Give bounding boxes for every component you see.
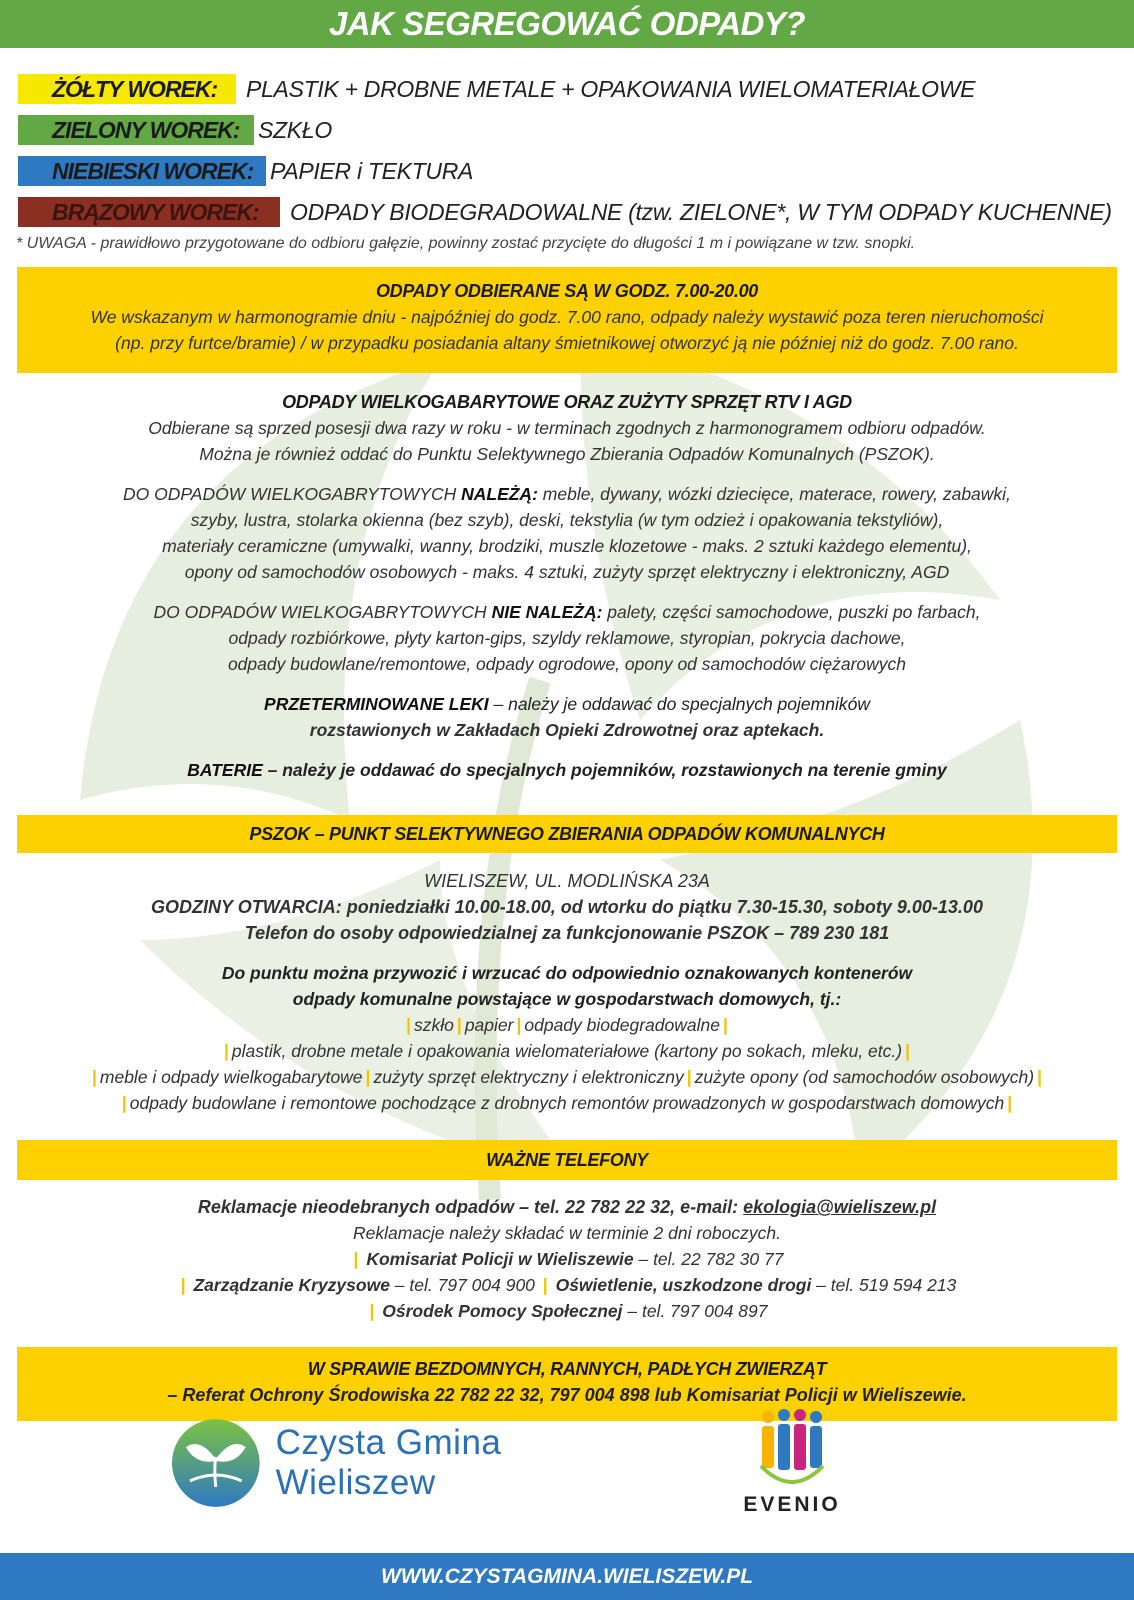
pickup-hours-line-2: (np. przy furtce/bramie) / w przypadku posiadania altany śmietnikowej otworzyć ją nie później niż do godz. 7.00 rano. — [115, 333, 1019, 353]
pszok-item-separator: | — [121, 1093, 127, 1113]
phones-section — [17, 1194, 1117, 1324]
batteries-line-1: – należy je oddawać do specjalnych pojemników, rozstawionych na terenie gminy — [262, 760, 947, 780]
bag-text-brown: ODPADY BIODEGRADOWALNE (tzw. ZIELONE*, W TYM ODPADY KUCHENNE) — [290, 198, 1112, 225]
bag-label-yellow: ŻÓŁTY WOREK: — [18, 74, 236, 104]
bag-row-green — [18, 115, 332, 145]
pszok-item: papier — [464, 1015, 514, 1035]
pszok-title: PSZOK – PUNKT SELEKTYWNEGO ZBIERANIA ODPADÓW KOMUNALNYCH — [249, 823, 885, 844]
bulky-notbelong-block — [17, 599, 1117, 677]
pszok-item-separator: | — [686, 1067, 692, 1087]
pszok-item-separator: | — [1007, 1093, 1013, 1113]
police-tel: – tel. 22 782 30 77 — [633, 1249, 784, 1269]
pszok-item: szkło — [414, 1015, 454, 1035]
pszok-item: zużyte opony (od samochodów osobowych) — [694, 1067, 1035, 1087]
pszok-item-separator: | — [365, 1067, 371, 1087]
pickup-hours-line-1: We wskazanym w harmonogramie dniu - najpóźniej do godz. 7.00 rano, odpady należy wystawić poza teren nieruchomości — [90, 307, 1044, 327]
page-header — [0, 0, 1134, 48]
pszok-items-line-2 — [17, 1038, 1117, 1064]
pszok-items-line-4 — [17, 1090, 1117, 1116]
phones-separator: | — [180, 1275, 186, 1295]
footer-bar — [0, 1553, 1134, 1600]
bulky-belong-block — [17, 481, 1117, 585]
pszok-item: odpady budowlane i remontowe pochodzące z drobnych remontów prowadzonych w gospodarstwach domowych — [129, 1093, 1005, 1113]
pszok-item-separator: | — [406, 1015, 412, 1035]
czysta-gmina-logo — [170, 1413, 670, 1513]
animals-box — [17, 1347, 1117, 1421]
light-name: Oświetlenie, uszkodzone drogi — [555, 1275, 812, 1295]
footer-url-link[interactable]: WWW.CZYSTAGMINA.WIELISZEW.PL — [380, 1564, 754, 1588]
pszok-item-separator: | — [1037, 1067, 1043, 1087]
crisis-name: Zarządzanie Kryzysowe — [193, 1275, 390, 1295]
pszok-address: WIELISZEW, UL. MODLIŃSKA 23A — [424, 871, 710, 891]
bulky-belong-line-2: szyby, lustra, stolarka okienna (bez szyb), deski, tekstylia (w tym odzież i opakowania tekstyliów), — [190, 510, 944, 530]
animals-title: W SPRAWIE BEZDOMNYCH, RANNYCH, PADŁYCH ZWIERZĄT — [307, 1359, 827, 1379]
light-tel: – tel. 519 594 213 — [811, 1275, 957, 1295]
social-tel: – tel. 797 004 897 — [622, 1301, 768, 1321]
pszok-item-separator: | — [516, 1015, 522, 1035]
pszok-item: zużyty sprzęt elektryczny i elektroniczny — [373, 1067, 684, 1087]
pszok-items-line-1 — [17, 1012, 1117, 1038]
pszok-phone: Telefon do osoby odpowiedzialnej za funkcjonowanie PSZOK – 789 230 181 — [244, 923, 890, 943]
bag-label-green: ZIELONY WOREK: — [18, 115, 254, 145]
phones-separator: | — [369, 1301, 375, 1321]
medicines-line-2: rozstawionych w Zakładach Opieki Zdrowotnej oraz aptekach. — [309, 720, 825, 740]
phones-separator: | — [353, 1249, 359, 1269]
leaf-logo-icon — [170, 1417, 262, 1509]
bag-label-blue: NIEBIESKI WOREK: — [18, 156, 266, 186]
bag-label-brown: BRĄZOWY WOREK: — [18, 197, 280, 227]
pszok-item-separator: | — [905, 1041, 910, 1061]
batteries-strong: BATERIE — [187, 760, 263, 780]
pszok-section — [17, 868, 1117, 1116]
pszok-items-line-3 — [17, 1064, 1117, 1090]
evenio-logo — [722, 1408, 862, 1518]
phones-separator: | — [542, 1275, 548, 1295]
bulky-notbelong-line-1: palety, części samochodowe, puszki po farbach, — [607, 602, 981, 622]
batteries-block — [17, 757, 1117, 783]
bulky-belong-prefix: DO ODPADÓW WIELKOGABRYTOWYCH — [123, 484, 457, 504]
bulky-belong-line-4: opony od samochodów osobowych - maks. 4 sztuki, zużyty sprzęt elektryczny i elektroniczny, AGD — [184, 562, 950, 582]
complaint-email-link[interactable]: ekologia@wieliszew.pl — [743, 1197, 937, 1217]
czysta-gmina-name: Czysta Gmina Wieliszew — [275, 1423, 502, 1502]
bag-row-brown — [18, 197, 1112, 227]
bag-row-yellow — [18, 74, 975, 104]
bulky-notbelong-line-3: odpady budowlane/remontowe, odpady ogrodowe, opony od samochodów ciężarowych — [227, 654, 907, 674]
pszok-intro-1: Do punktu można przywozić i wrzucać do odpowiednio oznakowanych kontenerów — [221, 963, 913, 983]
bulky-notbelong-prefix: DO ODPADÓW WIELKOGABRYTOWYCH — [153, 602, 487, 622]
bag-text-blue: PAPIER i TEKTURA — [270, 157, 474, 184]
bulky-notbelong-strong: NIE NALEŻĄ: — [491, 602, 603, 622]
police-name: Komisariat Policji w Wieliszewie — [366, 1249, 634, 1269]
bulky-belong-strong: NALEŻĄ: — [461, 484, 538, 504]
pszok-item-separator: | — [224, 1041, 229, 1061]
pszok-intro-2: odpady komunalne powstające w gospodarstwach domowych, tj.: — [292, 989, 842, 1009]
complaint-note: Reklamacje należy składać w terminie 2 dni roboczych. — [353, 1223, 781, 1243]
bulky-waste-title: ODPADY WIELKOGABARYTOWE ORAZ ZUŻYTY SPRZĘT RTV I AGD — [282, 392, 852, 412]
bulky-notbelong-line-2: odpady rozbiórkowe, płyty karton-gips, szyldy reklamowe, styropian, pokrycia dachowe, — [228, 628, 906, 648]
medicines-line-1: – należy je oddawać do specjalnych pojemników — [488, 694, 870, 714]
bag-row-blue — [18, 156, 473, 186]
bulky-belong-line-3: materiały ceramiczne (umywalki, wanny, brodziki, muszle klozetowe - maks. 2 sztuki każdego elementu), — [162, 536, 972, 556]
bulky-waste-section — [17, 392, 1117, 783]
pszok-item: odpady biodegradowalne — [524, 1015, 720, 1035]
complaint-text: Reklamacje nieodebranych odpadów – tel. 22 782 22 32, e-mail: — [197, 1197, 744, 1217]
pszok-item-separator: | — [456, 1015, 462, 1035]
bag-text-yellow: PLASTIK + DROBNE METALE + OPAKOWANIA WIELOMATERIAŁOWE — [246, 75, 976, 102]
evenio-name: EVENIO — [743, 1493, 841, 1516]
crisis-tel: – tel. 797 004 900 — [389, 1275, 535, 1295]
pszok-item: meble i odpady wielkogabarytowe — [99, 1067, 363, 1087]
phones-title-bar — [17, 1140, 1117, 1180]
branch-note: * UWAGA - prawidłowo przygotowane do odbioru gałęzie, powinny zostać przycięte do długości 1 m i powiązane w tzw. snopki. — [16, 235, 916, 252]
pickup-hours-title: ODPADY ODBIERANE SĄ W GODZ. 7.00-20.00 — [375, 281, 759, 301]
medicines-block — [17, 691, 1117, 743]
bulky-waste-line-1: Odbierane są sprzed posesji dwa razy w roku - w terminach zgodnych z harmonogramem odbioru odpadów. — [148, 418, 986, 438]
pszok-item-separator: | — [722, 1015, 728, 1035]
pszok-item-separator: | — [91, 1067, 97, 1087]
evenio-people-icon — [757, 1408, 827, 1486]
bulky-belong-line-1: meble, dywany, wózki dziecięce, materace, rowery, zabawki, — [542, 484, 1011, 504]
pickup-hours-box — [17, 267, 1117, 373]
phones-title: WAŻNE TELEFONY — [486, 1149, 648, 1170]
bulky-waste-line-2: Można je również oddać do Punktu Selektywnego Zbierania Odpadów Komunalnych (PSZOK). — [199, 444, 935, 464]
page-title: JAK SEGREGOWAĆ ODPADY? — [328, 5, 806, 42]
pszok-hours: GODZINY OTWARCIA: poniedziałki 10.00-18.00, od wtorku do piątku 7.30-15.30, soboty 9.00-13.00 — [151, 897, 983, 917]
bag-text-green: SZKŁO — [258, 116, 332, 143]
pszok-title-bar — [17, 815, 1117, 853]
pszok-item: plastik, drobne metale i opakowania wielomateriałowe (kartony po sokach, mleku, etc.) — [231, 1041, 903, 1061]
animals-text: – Referat Ochrony Środowiska 22 782 22 32, 797 004 898 lub Komisariat Policji w Wieliszewie. — [167, 1385, 967, 1405]
social-name: Ośrodek Pomocy Społecznej — [382, 1301, 623, 1321]
medicines-strong: PRZETERMINOWANE LEKI — [264, 694, 489, 714]
